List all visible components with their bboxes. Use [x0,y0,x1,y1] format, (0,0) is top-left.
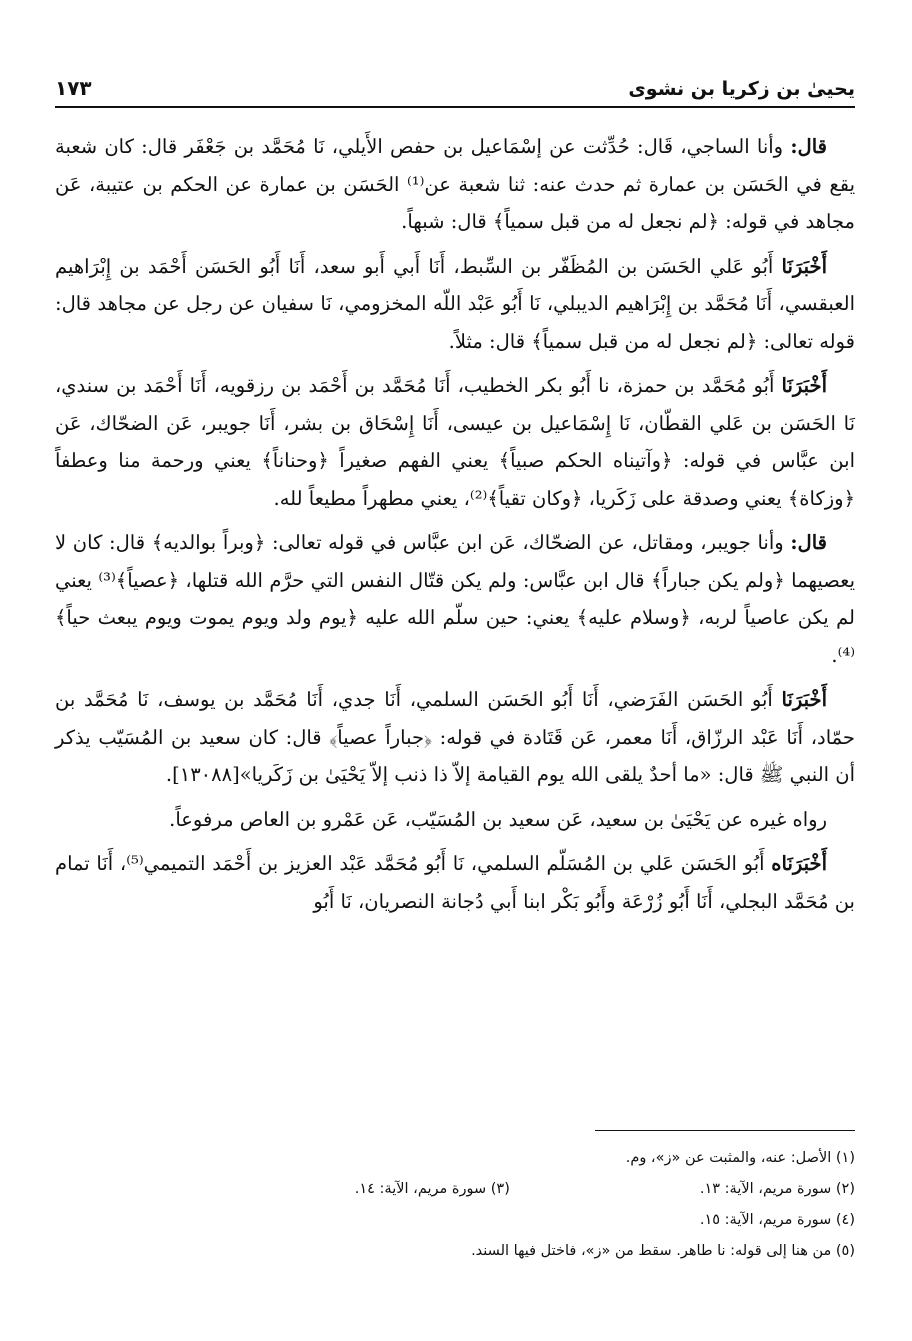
footnote-divider [595,1130,855,1131]
page-number: ١٧٣ [55,76,92,100]
paragraph-lead: قال: [790,531,827,554]
paragraph-lead: أَخْبَرَنَا [781,374,827,397]
paragraph-text: أَبُو مُحَمَّد بن حمزة، نا أَبُو بكر الخطيب، أَنَا مُحَمَّد بن أَحْمَد بن رزقويه، أَنَا أَحْمَد بن سندي، نَا الحَسَن بن عَلي القطّان، نَا إِسْمَاعيل بن عيسى، أَنَا إِسْحَاق بن بشر، أَنَا جويبر، عَن الضحّاك، عَن ابن عبَّاس في قوله: ﴿وآتيناه الحكم صبياً﴾ يعني الفهم صغيراً ﴿وحناناً﴾ يعني ورحمة منا وعطفاً ﴿وزكاة﴾ يعني وصدقة على زَكَريا، ﴿وكان تقياً﴾⁽²⁾، يعني مطهراً مطيعاً لله. [55,374,855,510]
paragraph-text: وأنا الساجي، قَال: حُدِّثت عن إسْمَاعيل بن حفص الأَيلي، نَا مُحَمَّد بن جَعْفَر قال: كان شعبة يقع في الحَسَن بن عمارة ثم حدث عنه: ثنا شعبة عن⁽¹⁾ الحَسَن بن عمارة عن الحكم بن عتيبة، عَن مجاهد في قوله: ﴿لم نجعل له من قبل سمياً﴾ قال: شبهاً. [55,135,855,233]
footnote-row [55,1236,855,1267]
paragraph-text: أَبُو الحَسَن الفَرَضي، أَنَا أَبُو الحَسَن السلمي، أَنَا جدي، أَنَا مُحَمَّد بن يوسف، نَا مُحَمَّد بن حمّاد، أَنَا عَبْد الرزّاق، أَنَا معمر، عَن قَتَادة في قوله: ﴿جباراً عصياً﴾ قال: كان سعيد بن المُسَيّب يذكر أن النبي ﷺ قال: «ما أحدٌ يلقى الله يوم القيامة إلاّ ذا ذنب إلاّ يَحْيَىٰ بن زَكَريا»[١٣٠٨٨]. [55,688,855,786]
footnote-2: (٢) سورة مريم، الآية: ١٣. [699,1181,855,1197]
paragraph-text: أَبُو عَلي الحَسَن بن المُظَفّر بن السِّبط، أَنَا أَبي أَبو سعد، أَنَا أَبُو الحَسَن أَحْمَد بن إِبْرَاهيم العبقسي، أَنَا مُحَمَّد بن إِبْرَاهيم الديبلي، نَا أَبُو عَبْد اللّه المخزومي، نَا سفيان عن رجل عن مجاهد قال: قوله تعالى: ﴿لم نجعل له من قبل سمياً﴾ قال: مثلاً. [55,254,855,353]
paragraph-7 [55,845,855,920]
footnote-row [55,1174,855,1205]
footnote-row [55,1205,855,1236]
footnote-4: (٤) سورة مريم، الآية: ١٥. [699,1212,855,1228]
book-page [55,70,855,1310]
page-header [55,70,855,108]
paragraph-4 [55,524,855,674]
paragraph-lead: أَخْبَرَنَاه [771,852,827,875]
paragraph-1 [55,128,855,241]
footnote-row [55,1143,855,1174]
paragraph-text: أَبُو الحَسَن عَلي بن المُسَلّم السلمي، نَا أَبُو مُحَمَّد عَبْد العزيز بن أَحْمَد التميمي⁽⁵⁾، أَنَا تمام بن مُحَمَّد البجلي، أَنَا أَبُو زُرْعَة وأَبُو بَكْر ابنا أَبي دُجانة النصريان، نَا أَبُو [55,852,855,913]
footnotes [55,1130,855,1267]
paragraph-lead: أَخْبَرَنَا [781,254,827,278]
paragraph-text: رواه غيره عن يَحْيَىٰ بن سعيد، عَن سعيد بن المُسَيّب، عَن عَمْرو بن العاص مرفوعاً. [169,807,827,831]
paragraph-2 [55,248,855,361]
footnote-5: (٥) من هنا إلى قوله: نا طاهر. سقط من «ز»، فاختل فيها السند. [471,1243,855,1259]
footnote-3: (٣) سورة مريم، الآية: ١٤. [354,1181,510,1197]
main-text [55,128,855,920]
paragraph-3 [55,367,855,517]
paragraph-lead: قال: [790,135,827,158]
paragraph-6 [55,801,855,839]
footnote-1: (١) الأصل: عنه، والمثبت عن «ز»، وم. [625,1150,855,1166]
paragraph-lead: أَخْبَرَنَا [781,688,827,711]
paragraph-5 [55,681,855,794]
paragraph-text: وأنا جويبر، ومقاتل، عن الضحّاك، عَن ابن عبَّاس في قوله تعالى: ﴿وبراً بوالديه﴾ قال: كان لا يعصيهما ﴿ولم يكن جباراً﴾ قال ابن عبَّاس: ولم يكن قتّال النفس التي حرَّم الله قتلها، ﴿عصياً﴾⁽³⁾ يعني لم يكن عاصياً لربه، ﴿وسلام عليه﴾ يعني: حين سلّم الله عليه ﴿يوم ولد ويوم يموت ويوم يبعث حياً﴾⁽⁴⁾. [55,531,855,667]
running-title: يحيىٰ بن زكريا بن نشوى [628,78,855,100]
